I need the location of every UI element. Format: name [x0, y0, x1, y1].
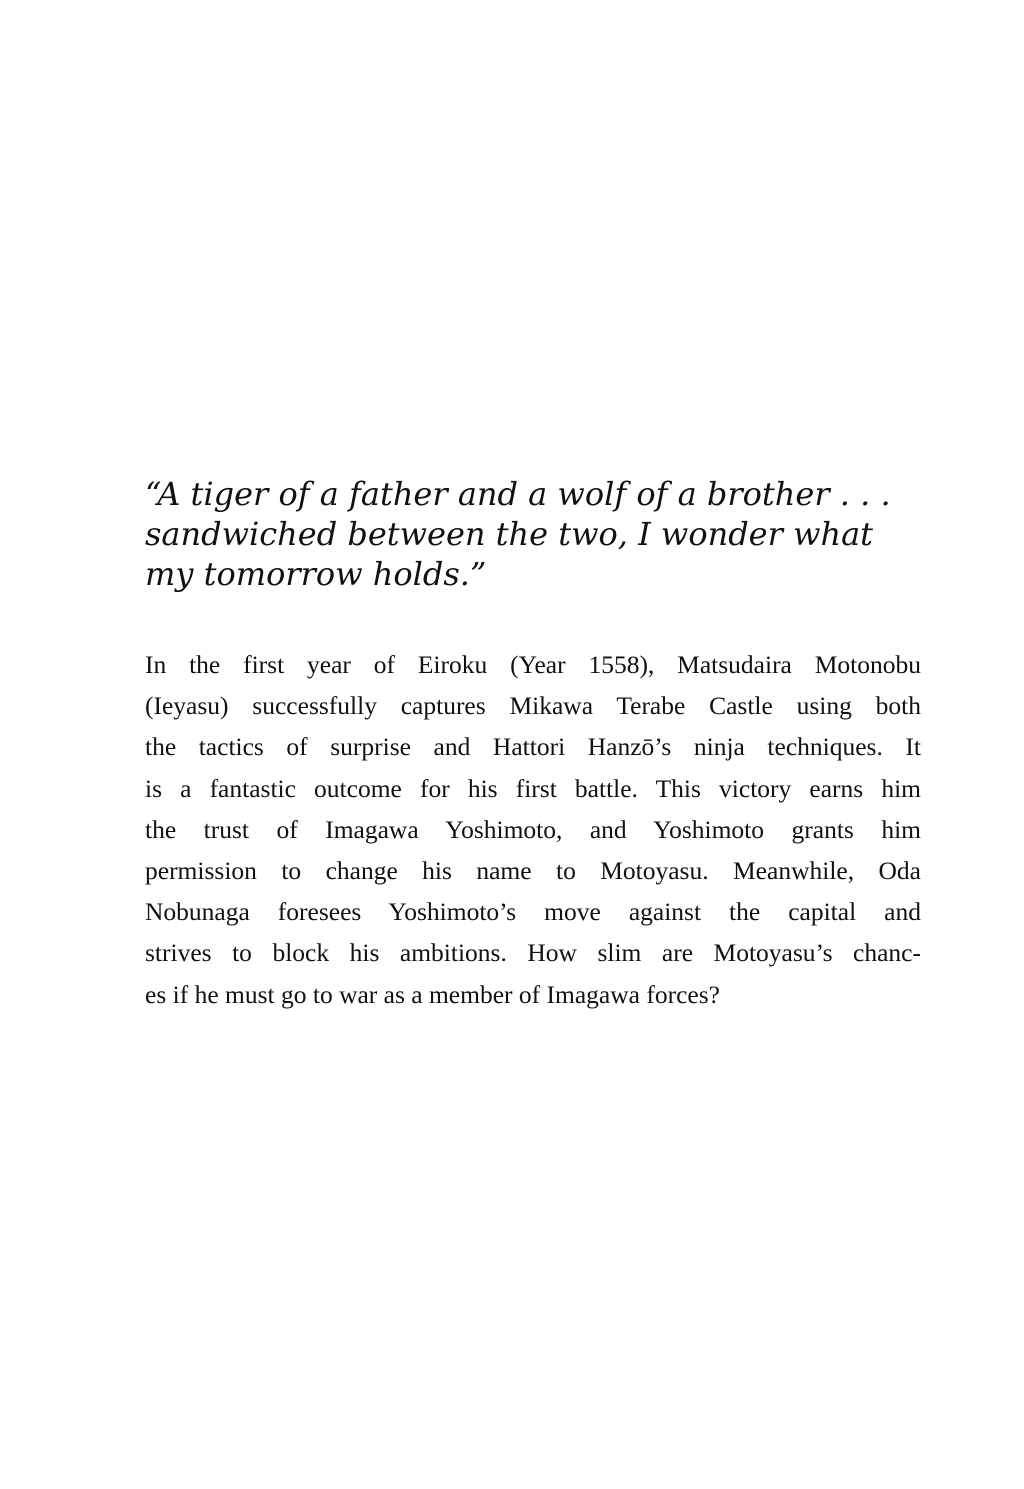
synopsis-line: es if he must go to war as a member of Imagawa forces? — [145, 979, 720, 1009]
synopsis-line: strives to block his ambitions. How slim are Motoyasu’s chanc- — [145, 938, 921, 968]
synopsis-line: (Ieyasu) successfully captures Mikawa Terabe Castle using both — [145, 691, 921, 721]
synopsis-line: permission to change his name to Motoyasu. Meanwhile, Oda — [145, 856, 921, 886]
quote-line: “A tiger of a father and a wolf of a brother . . . — [145, 475, 891, 513]
synopsis-paragraph — [145, 644, 921, 1015]
synopsis-line: the trust of Imagawa Yoshimoto, and Yoshimoto grants him — [145, 814, 921, 844]
quote-line: my tomorrow holds.” — [145, 555, 487, 593]
synopsis-line: is a fantastic outcome for his first battle. This victory earns him — [145, 773, 921, 803]
synopsis-line: Nobunaga foresees Yoshimoto’s move against the capital and — [145, 897, 921, 927]
synopsis-line: the tactics of surprise and Hattori Hanzō’s ninja techniques. It — [145, 732, 921, 762]
quote-line: sandwiched between the two, I wonder what — [145, 515, 874, 553]
synopsis-line: In the first year of Eiroku (Year 1558), Matsudaira Motonobu — [145, 650, 921, 679]
epigraph-quote — [145, 474, 925, 594]
